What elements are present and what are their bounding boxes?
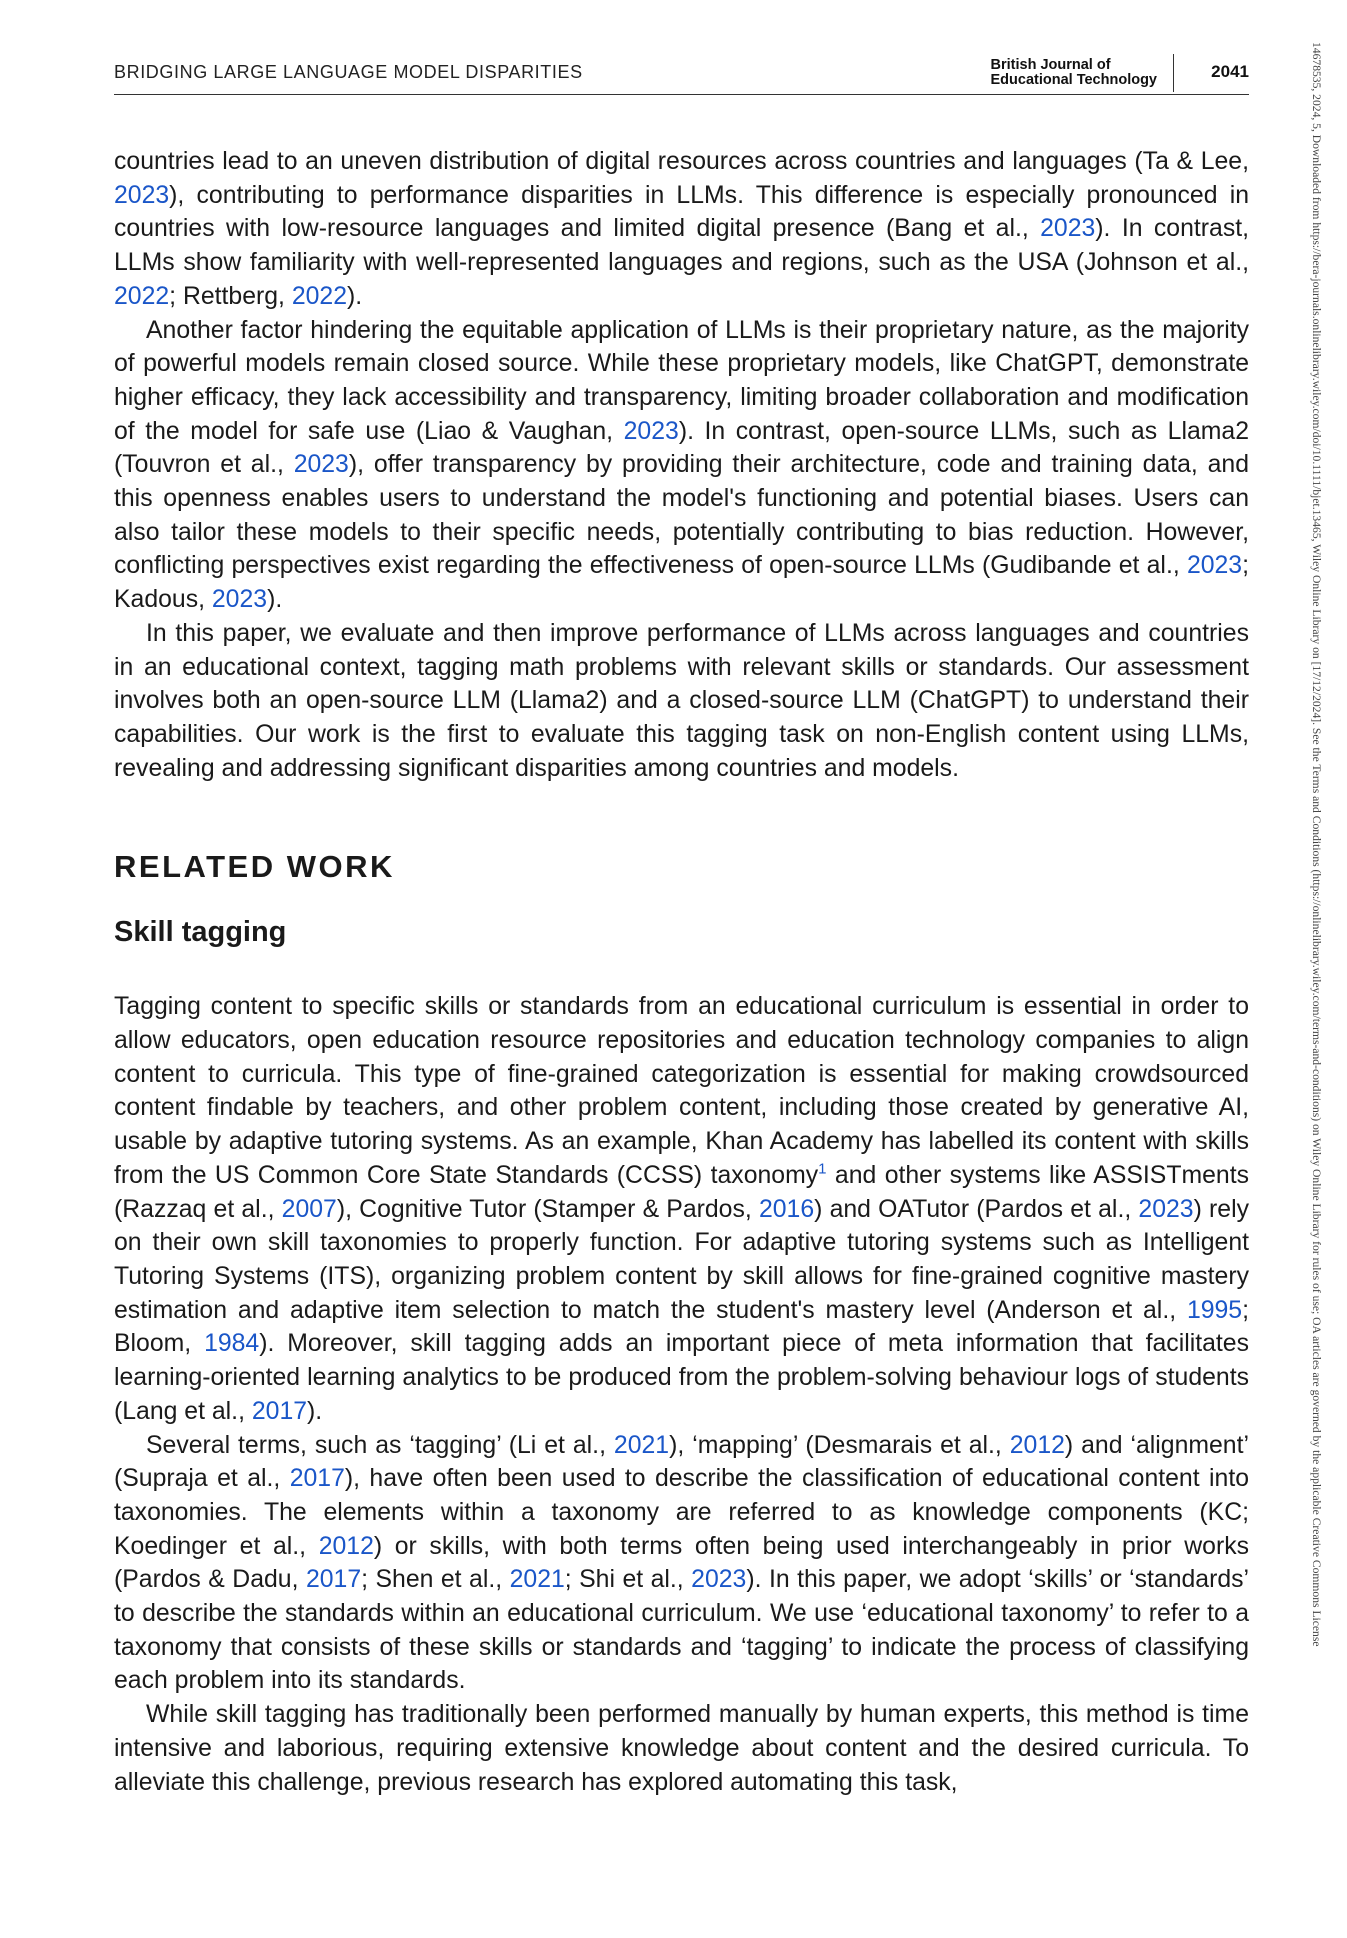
citation-link[interactable]: 2023 xyxy=(691,1566,747,1594)
text-run: Several terms, such as ‘tagging’ (Li et al., xyxy=(146,1431,614,1459)
text-run: ) or skills, with both terms often being used interchangeably in prior works (Pardos & Dadu, xyxy=(114,1532,1249,1594)
paragraph xyxy=(114,990,1249,1428)
download-notice xyxy=(1305,42,1325,1902)
text-run: and other systems like ASSISTments (Razzaq et al., xyxy=(114,1161,1250,1223)
page-header xyxy=(114,52,1249,95)
citation-link[interactable]: 2016 xyxy=(758,1195,815,1223)
paragraph xyxy=(114,1429,1249,1699)
text-run: In this paper, we evaluate and then improve performance of LLMs across languages and countries in an educational context, tagging math problems with relevant skills or standards. Our assessment involves both an open-source LLM (Llama2) and a closed-source LLM (ChatGPT) to understand their capabilities. Our work is the first to evaluate this tagging task on non-English content using LLMs, revealing and addressing significant disparities among countries and models. xyxy=(114,619,1249,782)
citation-link[interactable]: 2017 xyxy=(289,1465,345,1493)
citation-link[interactable]: 2023 xyxy=(114,181,170,209)
citation-link[interactable]: 1984 xyxy=(204,1330,260,1358)
text-run: While skill tagging has traditionally been performed manually by human experts, this method is time intensive and laborious, requiring extensive knowledge about content and the desired curricula. To alleviate this challenge, previous research has explored automating this task, xyxy=(114,1701,1249,1796)
running-title: BRIDGING LARGE LANGUAGE MODEL DISPARITIES xyxy=(114,62,583,82)
text-run: ) and OATutor (Pardos et al., xyxy=(814,1195,1139,1223)
citation-link[interactable]: 2023 xyxy=(1040,215,1096,243)
citation-link[interactable]: 2023 xyxy=(211,586,268,614)
text-run: countries lead to an uneven distribution of digital resources across countries and languages (Ta & Lee, xyxy=(114,148,1249,175)
header-divider xyxy=(1173,54,1175,92)
citation-link[interactable]: 2021 xyxy=(613,1431,670,1459)
text-run: ). Moreover, skill tagging adds an important piece of meta information that facilitates learning-oriented learning analytics to be produced from the problem-solving behaviour logs of students (Lang et al., xyxy=(114,1330,1249,1425)
subsection-heading: Skill tagging xyxy=(114,916,287,949)
paragraph xyxy=(114,145,1249,314)
journal-name xyxy=(991,58,1158,88)
text-run: ; Bloom, xyxy=(114,1296,1249,1358)
citation-link[interactable]: 2017 xyxy=(305,1566,362,1594)
footnote-marker[interactable]: 1 xyxy=(818,1160,827,1178)
text-run: ). In contrast, open-source LLMs, such as Llama2 (Touvron et al., xyxy=(114,417,1250,479)
citation-link[interactable]: 2023 xyxy=(1186,552,1243,580)
citation-link[interactable]: 2012 xyxy=(318,1532,374,1560)
text-run: ), offer transparency by providing their architecture, code and training data, and this openness enables users to understand the model's functioning and potential biases. Users can also tailor these models to their specific needs, potentially contributing to bias reduction. However, conflicting perspectives exist regarding the effectiveness of open-source LLMs (Gudibande et al., xyxy=(114,451,1249,580)
page-number: 2041 xyxy=(1211,62,1249,81)
text-run: ). In this paper, we adopt ‘skills’ or ‘standards’ to describe the standards within an educational curriculum. We use ‘educational taxonomy’ to refer to a taxonomy that consists of these skills or standards and ‘tagging’ to indicate the process of classifying each problem into its standards. xyxy=(114,1566,1250,1695)
journal-name-line2: Educational Technology xyxy=(990,72,1157,88)
paragraph xyxy=(114,617,1249,786)
paragraph xyxy=(114,1698,1249,1799)
text-run: ; Kadous, xyxy=(114,552,1249,614)
section-heading: RELATED WORK xyxy=(114,849,395,885)
text-run: ), contributing to performance disparities in LLMs. This difference is especially pronounced in countries with low-resource languages and limited digital presence (Bang et al., xyxy=(114,181,1249,243)
citation-link[interactable]: 2021 xyxy=(509,1566,565,1594)
paragraph xyxy=(114,314,1249,617)
text-run: ), have often been used to describe the classification of educational content into taxonomies. The elements within a taxonomy are referred to as knowledge components (KC; Koedinger et al., xyxy=(114,1465,1249,1560)
citation-link[interactable]: 2007 xyxy=(281,1195,337,1223)
citation-link[interactable]: 2012 xyxy=(1009,1431,1065,1459)
text-run: ), Cognitive Tutor (Stamper & Pardos, xyxy=(336,1195,759,1223)
citation-link[interactable]: 2023 xyxy=(1138,1195,1194,1223)
text-run: ). xyxy=(267,586,283,614)
journal-name-line1: British Journal of xyxy=(990,57,1111,73)
text-run: ). xyxy=(347,282,363,310)
text-run: ). In contrast, LLMs show familiarity with well-represented languages and regions, such as the USA (Johnson et al., xyxy=(114,215,1249,277)
citation-link[interactable]: 2022 xyxy=(114,282,170,310)
citation-link[interactable]: 2017 xyxy=(251,1397,308,1425)
text-run: Tagging content to specific skills or standards from an educational curriculum is essential in order to allow educators, open education resource repositories and education technology companies to align content to curricula. This type of fine-grained categorization is essential for making crowdsourced content findable by teachers, and other problem content, including those created by generative AI, usable by adaptive tutoring systems. As an example, Khan Academy has labelled its content with skills from the US Common Core State Standards (CCSS) taxonomy xyxy=(114,993,1249,1189)
citation-link[interactable]: 2023 xyxy=(293,451,349,479)
text-run: ) rely on their own skill taxonomies to properly function. For adaptive tutoring systems such as Intelligent Tutoring Systems (ITS), organizing problem content by skill allows for fine-grained cognitive mastery estimation and adaptive item selection to match the student's mastery level (Anderson et al., xyxy=(114,1195,1249,1324)
citation-link[interactable]: 1995 xyxy=(1186,1296,1243,1324)
text-run: ), ‘mapping’ (Desmarais et al., xyxy=(669,1431,1010,1459)
article-body xyxy=(114,145,1249,1799)
text-run: Another factor hindering the equitable application of LLMs is their proprietary nature, as the majority of powerful models remain closed source. While these proprietary models, like ChatGPT, demonstrate higher efficacy, they lack accessibility and transparency, limiting broader collaboration and modification of the model for safe use (Liao & Vaughan, xyxy=(114,316,1249,445)
citation-link[interactable]: 2023 xyxy=(623,417,679,445)
text-run: ) and ‘alignment’ (Supraja et al., xyxy=(114,1431,1249,1493)
text-run: ; Rettberg, xyxy=(169,282,292,310)
text-run: ; Shen et al., xyxy=(361,1566,510,1594)
download-notice-text: 14678535, 2024, 5, Downloaded from https://bera-journals.onlinelibrary.wiley.com/doi/10.1111/bjet.13465, Wiley Online Library on [17/12/2024]. See the Terms and Conditions (https://onlinelibrary.wiley.com/terms-and-conditions) on Wiley Online Library for rules of use; OA articles are governed by the applicable Creative Commons License xyxy=(1310,42,1323,1647)
citation-link[interactable]: 2022 xyxy=(291,282,348,310)
text-run: ; Shi et al., xyxy=(564,1566,692,1594)
text-run: ). xyxy=(307,1397,323,1425)
